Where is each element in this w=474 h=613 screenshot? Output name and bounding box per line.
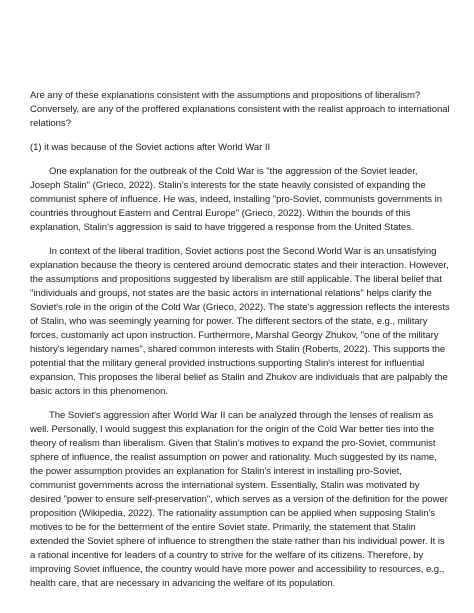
- paragraph-spacer: [30, 399, 450, 409]
- section-heading: (1) it was because of the Soviet actions after World War II: [30, 142, 271, 153]
- body-paragraph-1: One explanation for the outbreak of the Cold War is "the aggression of the Soviet leader, Joseph Stalin" (Grieco, 2022). Stalin's interests for the state heavily consisted of expanding the communist sphere of influence. He was, indeed, installing "pro-Soviet, communists governments in countries throughout Eastern and Central Europe" (Grieco, 2022). Within the bounds of this explanation, Stalin's aggression is said to have triggered a response from the United States.: [30, 166, 442, 233]
- paragraph-spacer: [30, 155, 450, 165]
- body-paragraph-2: In context of the liberal tradition, Soviet actions post the Second World War is an unsatisfying explanation because the theory is centered around democratic states and their interaction. However, the assumptions and propositions suggested by liberalism are still applicable. The liberal belief that "individuals and groups, not states are the basic actors in international relations" helps clarify the Soviet's role in the origin of the Cold War (Grieco, 2022). The state's aggression reflects the interests of Stalin, who was seemingly yearning for power. The different sectors of the state, e.g., military forces, customarily act upon instruction. Furthermore, Marshal Georgy Zhukov, "one of the military history's legendary names", shared common interests with Stalin (Roberts, 2022). This supports the potential that the military general provided instructions supporting Stalin's interest for influential expansion. This proposes the liberal belief as Stalin and Zhukov are individuals that are palpably the basic actors in this phenomenon.: [30, 246, 450, 397]
- document-body: [30, 89, 450, 591]
- paragraph-spacer: [30, 131, 450, 141]
- intro-paragraph: Are any of these explanations consistent with the assumptions and propositions of liberalism? Conversely, are any of the proffered explanations consistent with the realist approach to international relations?: [30, 90, 450, 129]
- body-paragraph-3: The Soviet's aggression after World War II can be analyzed through the lenses of realism as well. Personally, I would suggest this explanation for the origin of the Cold War better ties into the theory of realism than liberalism. Given that Stalin's motives to expand the pro-Soviet, communist sphere of influence, the realist assumption on power and rationality. Much suggested by its name, the power assumption provides an explanation for Stalin's interest in installing pro-Soviet, communist governments across the international system. Essentially, Stalin was motivated by desired "power to ensure self-preservation", which serves as a version of the definition for the power proposition (Wikipedia, 2022). The rationality assumption can be applied when supposing Stalin's motives to be for the betterment of the entire Soviet state. Primarily, the statement that Stalin extended the Soviet sphere of influence to strengthen the state rather than his individual power. It is a rational incentive for leaders of a country to strive for the welfare of its citizens. Therefore, by improving Soviet influence, the country would have more power and accessibility to resources, e.g., health care, that are necessary in advancing the welfare of its population.: [30, 410, 448, 589]
- paragraph-spacer: [30, 235, 450, 245]
